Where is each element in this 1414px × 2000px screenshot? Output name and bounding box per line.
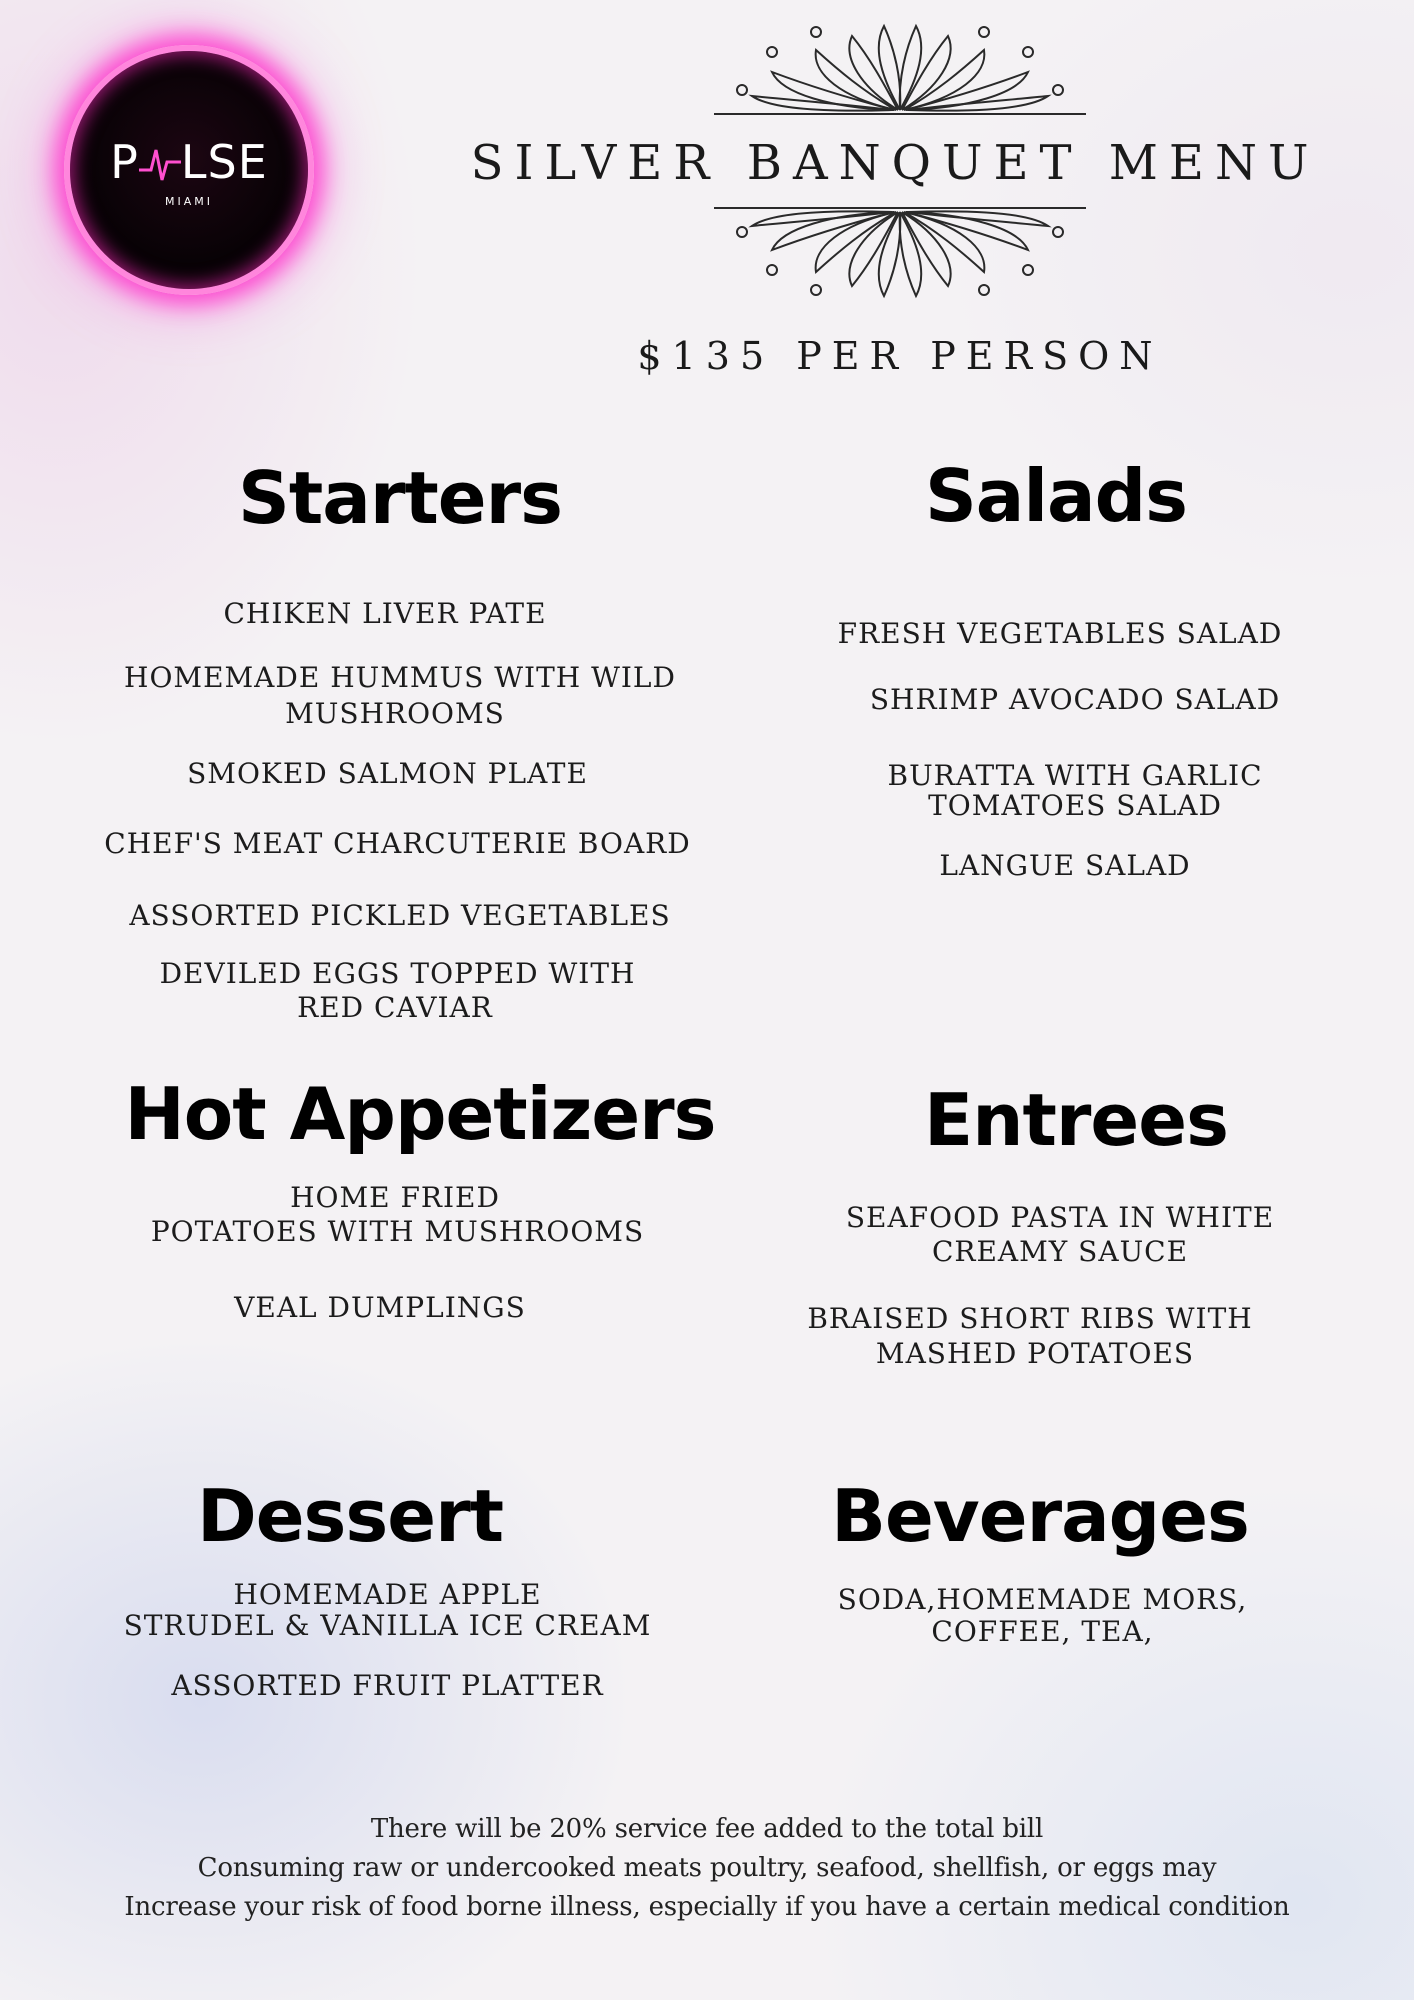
starters-item: CHEF'S MEAT CHARCUTERIE BOARD <box>104 827 691 860</box>
starters-item: MUSHROOMS <box>285 697 505 730</box>
starters-heading: Starters <box>238 456 562 540</box>
beverages-item: SODA,HOMEMADE MORS, <box>837 1583 1248 1616</box>
salads-item: FRESH VEGETABLES SALAD <box>837 617 1283 650</box>
starters-item: CHIKEN LIVER PATE <box>223 597 547 630</box>
logo-wordmark <box>70 135 308 189</box>
dessert-item: HOMEMADE APPLE <box>233 1578 542 1611</box>
hot-appetizers-item: HOME FRIED <box>290 1181 500 1214</box>
entrees-item: CREAMY SAUCE <box>931 1235 1189 1268</box>
dessert-item: STRUDEL & VANILLA ICE CREAM <box>123 1609 652 1642</box>
entrees-heading: Entrees <box>924 1078 1228 1162</box>
hot-appetizers-item: POTATOES WITH MUSHROOMS <box>150 1215 645 1248</box>
food-safety-note: Consuming raw or undercooked meats poultry, seafood, shellfish, or eggs may <box>197 1853 1217 1883</box>
entrees-item: BRAISED SHORT RIBS WITH <box>807 1302 1253 1335</box>
entrees-item: MASHED POTATOES <box>875 1337 1195 1370</box>
salads-item: LANGUE SALAD <box>939 849 1191 882</box>
dessert-item: ASSORTED FRUIT PLATTER <box>171 1669 604 1702</box>
salads-item: BURATTA WITH GARLIC <box>887 759 1263 792</box>
starters-item: HOMEMADE HUMMUS WITH WILD <box>124 661 676 694</box>
logo-text-right: LSE <box>180 135 268 189</box>
hot-appetizers-item: VEAL DUMPLINGS <box>234 1291 526 1324</box>
food-safety-note-continued: Increase your risk of food borne illness, especially if you have a certain medical condition <box>124 1892 1290 1922</box>
dessert-heading: Dessert <box>196 1474 504 1558</box>
price-per-person: $135 PER PERSON <box>637 334 1163 378</box>
hot-appetizers-heading: Hot Appetizers <box>124 1072 716 1156</box>
starters-item: RED CAVIAR <box>297 991 493 1024</box>
pulse-logo <box>64 45 314 295</box>
menu-title: SILVER BANQUET MENU <box>470 135 1320 191</box>
logo-text-left: P <box>110 135 139 189</box>
service-fee-note: There will be 20% service fee added to the total bill <box>370 1814 1044 1844</box>
beverages-heading: Beverages <box>831 1474 1249 1558</box>
beverages-item: COFFEE, TEA, <box>931 1615 1154 1648</box>
starters-item: ASSORTED PICKLED VEGETABLES <box>129 899 671 932</box>
heartbeat-icon <box>139 142 181 182</box>
starters-item: SMOKED SALMON PLATE <box>187 757 588 790</box>
salads-item: TOMATOES SALAD <box>928 789 1222 822</box>
entrees-item: SEAFOOD PASTA IN WHITE <box>845 1201 1275 1234</box>
salads-heading: Salads <box>924 454 1188 538</box>
salads-item: SHRIMP AVOCADO SALAD <box>869 683 1281 716</box>
starters-item: DEVILED EGGS TOPPED WITH <box>159 957 636 990</box>
logo-subtitle: MIAMI <box>165 195 213 208</box>
